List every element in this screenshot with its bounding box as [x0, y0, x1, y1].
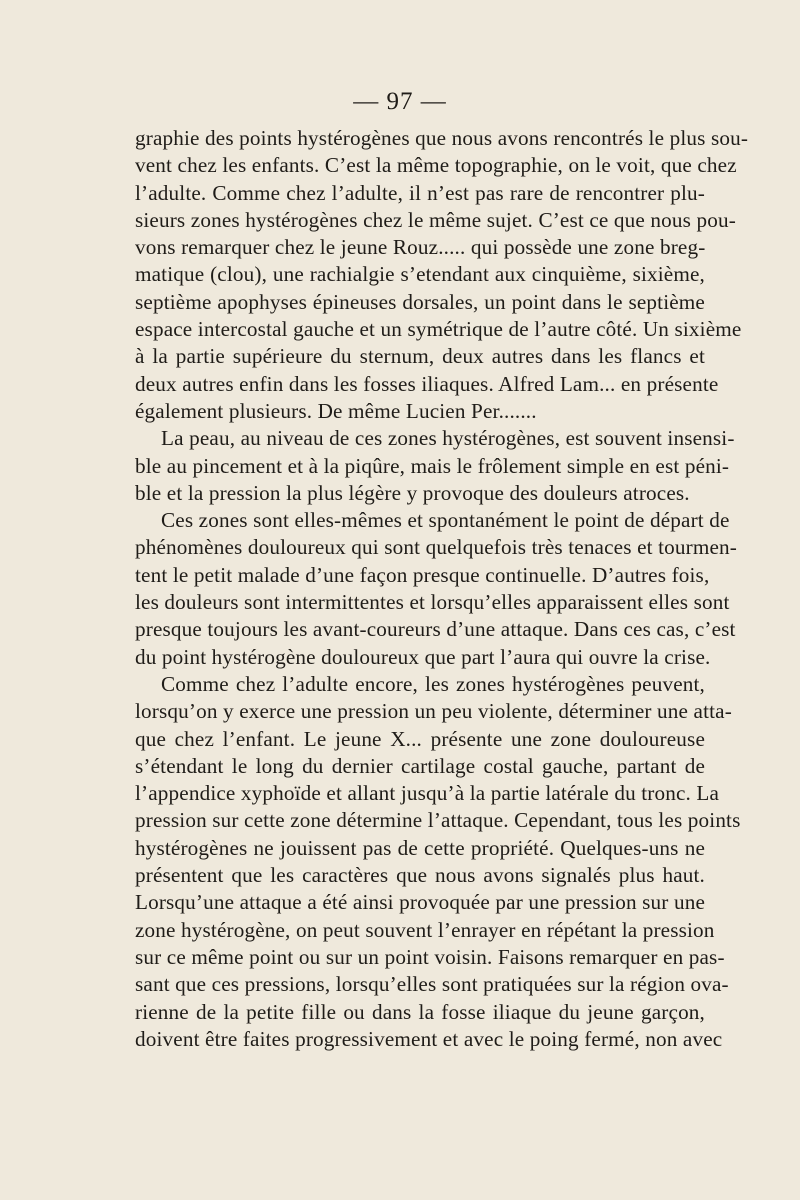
- text-line: doivent être faites progressivement et avec le poing fermé, non avec: [135, 1026, 723, 1051]
- text-line: ble et la pression la plus légère y provoque des douleurs atroces.: [135, 480, 690, 505]
- text-line: vons remarquer chez le jeune Rouz..... qui possède une zone breg-: [135, 235, 706, 260]
- text-line: également plusieurs. De même Lucien Per.......: [135, 398, 537, 423]
- text-line: La peau, au niveau de ces zones hystérogènes, est souvent insensi-: [161, 426, 735, 451]
- text-line: phénomènes douloureux qui sont quelquefois très tenaces et tourmen-: [135, 535, 737, 560]
- text-line: lorsqu’on y exerce une pression un peu violente, déterminer une atta-: [135, 699, 732, 724]
- text-line: rienne de la petite fille ou dans la fosse iliaque du jeune garçon,: [135, 999, 705, 1024]
- text-line: septième apophyses épineuses dorsales, un point dans le septième: [135, 289, 705, 314]
- text-line: l’adulte. Comme chez l’adulte, il n’est pas rare de rencontrer plu-: [135, 180, 705, 205]
- text-line: Lorsqu’une attaque a été ainsi provoquée par une pression sur une: [135, 890, 705, 915]
- text-line: tent le petit malade d’une façon presque continuelle. D’autres fois,: [135, 562, 710, 587]
- paragraph: [135, 425, 735, 507]
- paragraph: [135, 125, 749, 425]
- text-line: présentent que les caractères que nous avons signalés plus haut.: [135, 863, 705, 888]
- text-line: sant que ces pressions, lorsqu’elles sont pratiquées sur la région ova-: [135, 972, 729, 997]
- text-line: du point hystérogène douloureux que part l’aura qui ouvre la crise.: [135, 644, 711, 669]
- page-number: — 97 —: [353, 88, 447, 115]
- text-line: deux autres enfin dans les fosses iliaques. Alfred Lam... en présente: [135, 371, 719, 396]
- text-line: ble au pincement et à la piqûre, mais le frôlement simple en est péni-: [135, 453, 730, 478]
- text-line: Ces zones sont elles-mêmes et spontanément le point de départ de: [161, 508, 730, 533]
- text-line: à la partie supérieure du sternum, deux autres dans les flancs et: [135, 344, 705, 369]
- body-text: [135, 125, 749, 1053]
- text-line: espace intercostal gauche et un symétrique de l’autre côté. Un sixième: [135, 317, 742, 342]
- text-line: matique (clou), une rachialgie s’etendant aux cinquième, sixième,: [135, 262, 705, 287]
- text-line: hystérogènes ne jouissent pas de cette propriété. Quelques-uns ne: [135, 835, 705, 860]
- paragraph: [135, 671, 741, 1053]
- text-line: graphie des points hystérogènes que nous avons rencontrés le plus sou-: [135, 126, 749, 150]
- text-line: que chez l’enfant. Le jeune X... présente une zone douloureuse: [135, 726, 705, 751]
- text-line: pression sur cette zone détermine l’attaque. Cependant, tous les points: [135, 808, 741, 833]
- text-line: sieurs zones hystérogènes chez le même sujet. C’est ce que nous pou-: [135, 207, 736, 232]
- paragraph: [135, 507, 737, 671]
- text-line: sur ce même point ou sur un point voisin. Faisons remarquer en pas-: [135, 944, 725, 969]
- text-line: presque toujours les avant-coureurs d’une attaque. Dans ces cas, c’est: [135, 617, 736, 642]
- text-line: zone hystérogène, on peut souvent l’enrayer en répétant la pression: [135, 917, 715, 942]
- text-line: l’appendice xyphoïde et allant jusqu’à la partie latérale du tronc. La: [135, 781, 720, 806]
- text-line: vent chez les enfants. C’est la même topographie, on le voit, que chez: [135, 153, 737, 178]
- text-line: s’étendant le long du dernier cartilage costal gauche, partant de: [135, 753, 705, 778]
- text-line: les douleurs sont intermittentes et lorsqu’elles apparaissent elles sont: [135, 590, 730, 615]
- text-line: Comme chez l’adulte encore, les zones hystérogènes peuvent,: [161, 671, 705, 696]
